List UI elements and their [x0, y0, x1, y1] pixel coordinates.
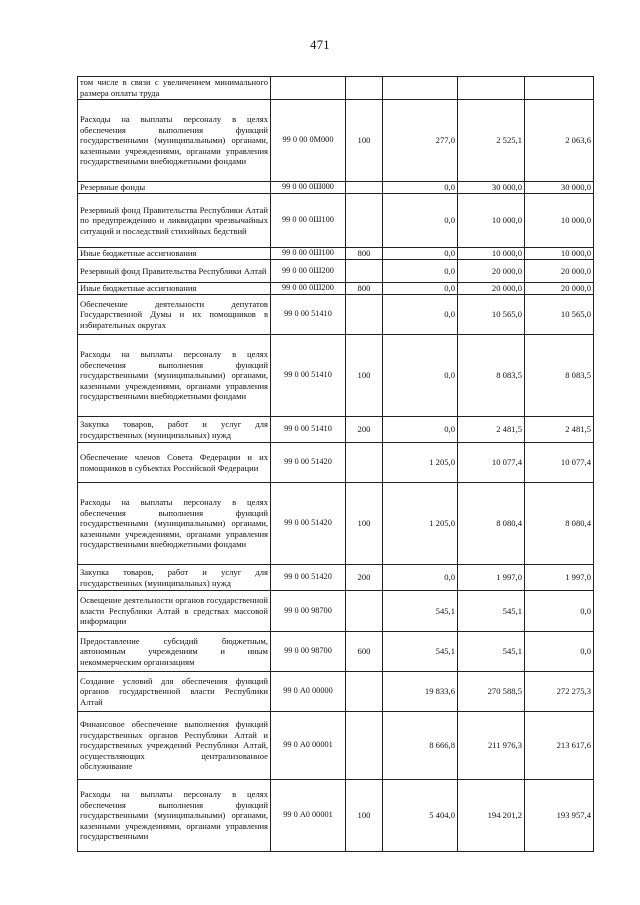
- table-row: [78, 712, 594, 780]
- amount-cell-1: 8 666,8: [383, 712, 458, 780]
- amount-cell-3: 272 275,3: [525, 672, 594, 712]
- amount-cell-3: 10 565,0: [525, 295, 594, 335]
- target-article-code-cell: 99 0 00 0Ш200: [271, 283, 346, 295]
- amount-cell-1: 545,1: [383, 591, 458, 632]
- amount-cell-2: 10 000,0: [458, 194, 525, 248]
- amount-cell-1: 5 404,0: [383, 780, 458, 852]
- amount-cell-1: 0,0: [383, 295, 458, 335]
- amount-cell-1: 0,0: [383, 182, 458, 194]
- amount-cell-2: [458, 77, 525, 100]
- amount-cell-3: 213 617,6: [525, 712, 594, 780]
- table-row: [78, 260, 594, 283]
- expense-name-cell: Создание условий для обеспечения функций органов государственной власти Республики Алтай: [78, 672, 271, 712]
- amount-cell-2: 545,1: [458, 632, 525, 672]
- target-article-code-cell: 99 0 00 51420: [271, 443, 346, 483]
- expense-name-cell: том числе в связи с увеличением минимального размера оплаты труда: [78, 77, 271, 100]
- budget-table-body: [78, 77, 594, 852]
- target-article-code-cell: 99 0 00 0Ш200: [271, 260, 346, 283]
- expense-name-cell: Расходы на выплаты персоналу в целях обеспечения выполнения функций государственными (муниципальными) органами, казенными учреждениями, органами управления государственными внебюджетными фондами: [78, 100, 271, 182]
- target-article-code-cell: 99 0 00 51410: [271, 417, 346, 443]
- amount-cell-2: 8 080,4: [458, 483, 525, 565]
- amount-cell-2: 545,1: [458, 591, 525, 632]
- amount-cell-2: 10 565,0: [458, 295, 525, 335]
- target-article-code-cell: 99 0 00 51420: [271, 565, 346, 591]
- amount-cell-3: 30 000,0: [525, 182, 594, 194]
- expense-name-cell: Закупка товаров, работ и услуг для государственных (муниципальных) нужд: [78, 417, 271, 443]
- table-row: [78, 780, 594, 852]
- amount-cell-2: 211 976,3: [458, 712, 525, 780]
- amount-cell-2: 8 083,5: [458, 335, 525, 417]
- amount-cell-1: 0,0: [383, 260, 458, 283]
- page-number: 471: [310, 38, 330, 52]
- table-row: [78, 100, 594, 182]
- expense-type-cell: [346, 591, 383, 632]
- amount-cell-2: 30 000,0: [458, 182, 525, 194]
- expense-type-cell: 100: [346, 100, 383, 182]
- amount-cell-3: 2 063,6: [525, 100, 594, 182]
- table-row: [78, 248, 594, 260]
- amount-cell-1: 0,0: [383, 194, 458, 248]
- expense-name-cell: Обеспечение деятельности депутатов Государственной Думы и их помощников в избирательных округах: [78, 295, 271, 335]
- amount-cell-1: 0,0: [383, 283, 458, 295]
- expense-type-cell: [346, 672, 383, 712]
- expense-type-cell: 800: [346, 283, 383, 295]
- target-article-code-cell: [271, 77, 346, 100]
- expense-name-cell: Резервные фонды: [78, 182, 271, 194]
- amount-cell-2: 270 588,5: [458, 672, 525, 712]
- amount-cell-3: 2 481,5: [525, 417, 594, 443]
- expense-type-cell: [346, 77, 383, 100]
- table-row: [78, 194, 594, 248]
- table-row: [78, 283, 594, 295]
- expense-type-cell: 200: [346, 565, 383, 591]
- expense-name-cell: Иные бюджетные ассигнования: [78, 283, 271, 295]
- table-row: [78, 182, 594, 194]
- amount-cell-3: 1 997,0: [525, 565, 594, 591]
- expense-type-cell: [346, 260, 383, 283]
- amount-cell-1: 1 205,0: [383, 443, 458, 483]
- amount-cell-3: 0,0: [525, 591, 594, 632]
- expense-type-cell: 200: [346, 417, 383, 443]
- target-article-code-cell: 99 0 А0 00001: [271, 712, 346, 780]
- amount-cell-1: 0,0: [383, 417, 458, 443]
- amount-cell-3: [525, 77, 594, 100]
- amount-cell-1: 277,0: [383, 100, 458, 182]
- target-article-code-cell: 99 0 00 51420: [271, 483, 346, 565]
- amount-cell-2: 10 077,4: [458, 443, 525, 483]
- table-row: [78, 565, 594, 591]
- amount-cell-1: 0,0: [383, 565, 458, 591]
- amount-cell-3: 8 083,5: [525, 335, 594, 417]
- table-row: [78, 632, 594, 672]
- amount-cell-1: 545,1: [383, 632, 458, 672]
- expense-name-cell: Резервный фонд Правительства Республики Алтай: [78, 260, 271, 283]
- expense-name-cell: Иные бюджетные ассигнования: [78, 248, 271, 260]
- target-article-code-cell: 99 0 А0 00001: [271, 780, 346, 852]
- expense-name-cell: Расходы на выплаты персоналу в целях обеспечения выполнения функций государственными (муниципальными) органами, казенными учреждениями, органами управления государственными: [78, 780, 271, 852]
- amount-cell-2: 10 000,0: [458, 248, 525, 260]
- expense-name-cell: Обеспечение членов Совета Федерации и их помощников в субъектах Российской Федерации: [78, 443, 271, 483]
- target-article-code-cell: 99 0 00 0Ш000: [271, 182, 346, 194]
- amount-cell-2: 1 997,0: [458, 565, 525, 591]
- expense-name-cell: Освещение деятельности органов государственной власти Республики Алтай в средствах массовой информации: [78, 591, 271, 632]
- expense-name-cell: Резервный фонд Правительства Республики Алтай по предупреждению и ликвидации чрезвычайных ситуаций и последствий стихийных бедствий: [78, 194, 271, 248]
- target-article-code-cell: 99 0 А0 00000: [271, 672, 346, 712]
- target-article-code-cell: 99 0 00 98700: [271, 632, 346, 672]
- amount-cell-3: 8 080,4: [525, 483, 594, 565]
- table-row: [78, 77, 594, 100]
- target-article-code-cell: 99 0 00 0Ш100: [271, 194, 346, 248]
- table-row: [78, 443, 594, 483]
- target-article-code-cell: 99 0 00 0Ш100: [271, 248, 346, 260]
- amount-cell-1: 19 833,6: [383, 672, 458, 712]
- amount-cell-2: 194 201,2: [458, 780, 525, 852]
- expense-type-cell: [346, 182, 383, 194]
- expense-type-cell: [346, 712, 383, 780]
- amount-cell-1: 0,0: [383, 248, 458, 260]
- budget-table: [77, 76, 594, 852]
- amount-cell-1: [383, 77, 458, 100]
- expense-name-cell: Расходы на выплаты персоналу в целях обеспечения выполнения функций государственными (муниципальными) органами, казенными учреждениями, органами управления государственными внебюджетными фондами: [78, 483, 271, 565]
- amount-cell-3: 20 000,0: [525, 283, 594, 295]
- expense-name-cell: Закупка товаров, работ и услуг для государственных (муниципальных) нужд: [78, 565, 271, 591]
- expense-type-cell: 100: [346, 780, 383, 852]
- table-row: [78, 295, 594, 335]
- amount-cell-3: 193 957,4: [525, 780, 594, 852]
- amount-cell-2: 2 481,5: [458, 417, 525, 443]
- amount-cell-3: 10 000,0: [525, 248, 594, 260]
- amount-cell-3: 20 000,0: [525, 260, 594, 283]
- amount-cell-2: 20 000,0: [458, 260, 525, 283]
- table-row: [78, 672, 594, 712]
- expense-name-cell: Предоставление субсидий бюджетным, автономным учреждениям и иным некоммерческим организациям: [78, 632, 271, 672]
- expense-type-cell: 100: [346, 335, 383, 417]
- amount-cell-2: 20 000,0: [458, 283, 525, 295]
- expense-type-cell: [346, 295, 383, 335]
- table-row: [78, 417, 594, 443]
- target-article-code-cell: 99 0 00 98700: [271, 591, 346, 632]
- amount-cell-1: 0,0: [383, 335, 458, 417]
- table-row: [78, 483, 594, 565]
- expense-type-cell: 600: [346, 632, 383, 672]
- amount-cell-3: 10 077,4: [525, 443, 594, 483]
- target-article-code-cell: 99 0 00 51410: [271, 295, 346, 335]
- expense-type-cell: 100: [346, 483, 383, 565]
- target-article-code-cell: 99 0 00 0М000: [271, 100, 346, 182]
- expense-type-cell: [346, 194, 383, 248]
- expense-type-cell: 800: [346, 248, 383, 260]
- expense-name-cell: Расходы на выплаты персоналу в целях обеспечения выполнения функций государственными (муниципальными) органами, казенными учреждениями, органами управления государственными внебюджетными фондами: [78, 335, 271, 417]
- amount-cell-1: 1 205,0: [383, 483, 458, 565]
- table-row: [78, 591, 594, 632]
- amount-cell-3: 0,0: [525, 632, 594, 672]
- target-article-code-cell: 99 0 00 51410: [271, 335, 346, 417]
- amount-cell-3: 10 000,0: [525, 194, 594, 248]
- expense-type-cell: [346, 443, 383, 483]
- table-row: [78, 335, 594, 417]
- amount-cell-2: 2 525,1: [458, 100, 525, 182]
- expense-name-cell: Финансовое обеспечение выполнения функций государственных органов Республики Алтай и государственных учреждений Республики Алтай, осуществляющих централизованное обслуживание: [78, 712, 271, 780]
